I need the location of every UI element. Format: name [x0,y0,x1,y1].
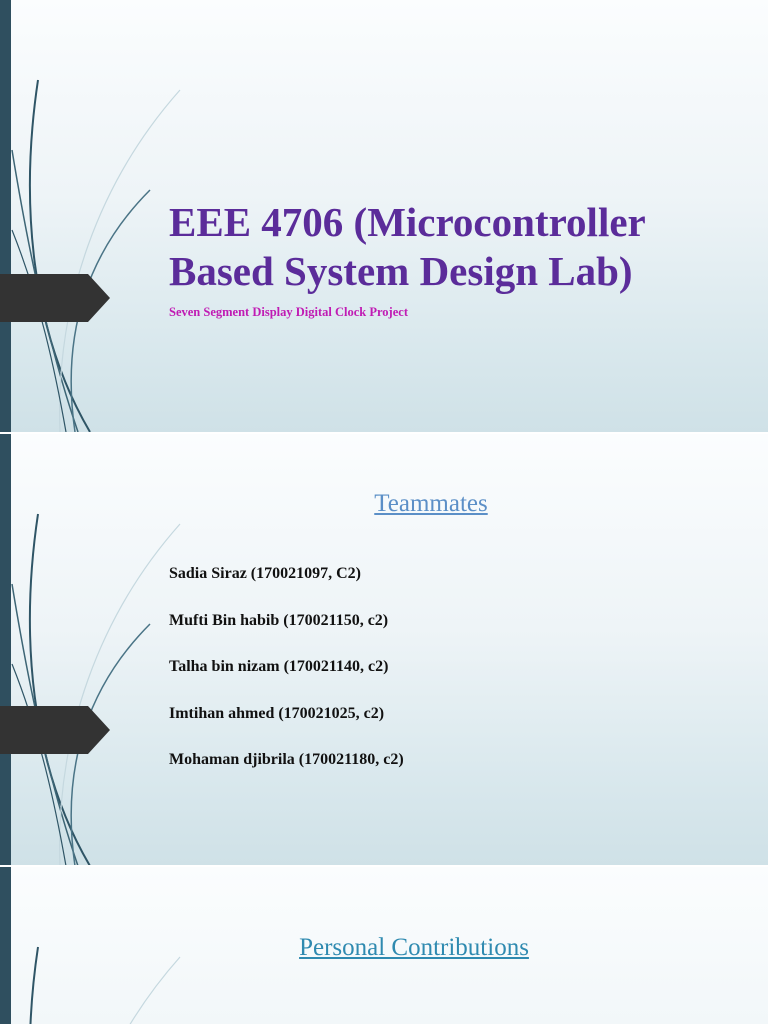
contributions-heading: Personal Contributions [299,934,529,961]
slide-title-text: EEE 4706 (Microcontroller Based System Design Lab) [169,199,645,294]
arrow-tab-icon [0,706,110,754]
slide-teammates [0,434,768,865]
list-item: Talha bin nizam (170021140, c2) [169,658,389,675]
list-item: Sadia Siraz (170021097, C2) [169,565,361,582]
list-item: Mufti Bin habib (170021150, c2) [169,611,389,629]
teammates-heading: Teammates [374,490,488,517]
slide-sidebar-bar [0,0,11,432]
member-list [169,564,404,797]
arrow-tab-icon [0,274,110,322]
slide-subtitle-text: Seven Segment Display Digital Clock Project [169,305,408,319]
slide-contributions [0,867,768,1024]
slide-title [0,0,768,432]
list-item: Imtihan ahmed (170021025, c2) [169,704,385,722]
list-item: Mohaman djibrila (170021180, c2) [169,751,404,768]
